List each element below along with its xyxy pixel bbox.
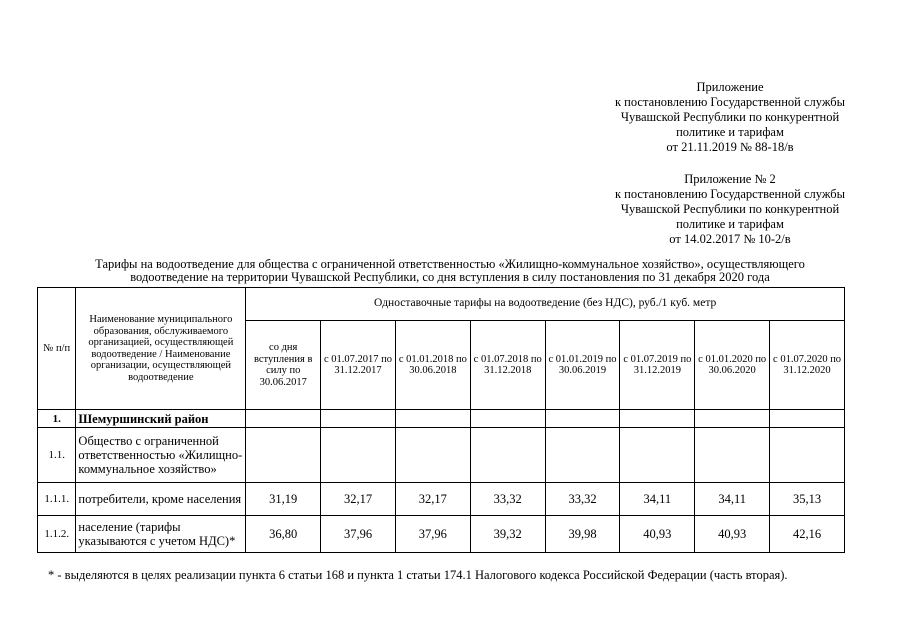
tariff-value xyxy=(246,410,321,428)
tariff-value: 32,17 xyxy=(321,483,396,516)
tariff-value: 33,32 xyxy=(545,483,620,516)
row-name: население (тарифы указываются с учетом НДС)* xyxy=(76,516,246,553)
tariff-value xyxy=(770,410,845,428)
tariff-value xyxy=(470,410,545,428)
row-name: потребители, кроме населения xyxy=(76,483,246,516)
header-period: с 01.07.2018 по 31.12.2018 xyxy=(470,321,545,410)
tariff-value: 34,11 xyxy=(620,483,695,516)
header-period: с 01.07.2020 по 31.12.2020 xyxy=(770,321,845,410)
tariff-value: 36,80 xyxy=(246,516,321,553)
header-num: № п/п xyxy=(38,288,76,410)
header-period: с 01.07.2019 по 31.12.2019 xyxy=(620,321,695,410)
document-title xyxy=(40,258,860,284)
tariff-value: 42,16 xyxy=(770,516,845,553)
tariff-value xyxy=(620,410,695,428)
tariff-value xyxy=(695,428,770,483)
header-period: со дня вступления в силу по 30.06.2017 xyxy=(246,321,321,410)
row-number: 1.1. xyxy=(38,428,76,483)
header-period: с 01.07.2017 по 31.12.2017 xyxy=(321,321,396,410)
tariff-value: 31,19 xyxy=(246,483,321,516)
tariff-value xyxy=(545,428,620,483)
tariff-value: 40,93 xyxy=(620,516,695,553)
tariff-value: 39,98 xyxy=(545,516,620,553)
tariff-value xyxy=(395,428,470,483)
appendix-2-line: Приложение № 2 xyxy=(684,172,776,186)
appendix-2-header xyxy=(565,172,895,247)
row-number: 1. xyxy=(38,410,76,428)
tariff-value: 37,96 xyxy=(321,516,396,553)
table-body xyxy=(38,410,845,553)
appendix-1-line: Приложение xyxy=(696,80,764,94)
header-period: с 01.01.2019 по 30.06.2019 xyxy=(545,321,620,410)
tariff-value: 35,13 xyxy=(770,483,845,516)
tariff-value: 37,96 xyxy=(395,516,470,553)
tariff-value xyxy=(321,410,396,428)
tariff-value: 34,11 xyxy=(695,483,770,516)
appendix-1-line: политике и тарифам xyxy=(676,125,784,139)
tariff-table xyxy=(37,287,845,553)
appendix-1-line: к постановлению Государственной службы xyxy=(614,95,846,109)
tariff-value xyxy=(695,410,770,428)
appendix-1-line: Чувашской Республики по конкурентной xyxy=(620,110,840,124)
header-name: Наименование муниципального образования, обслуживаемого организацией, осуществляющей водоотведение / Наименование организации, осуществляющей водоотведение xyxy=(76,288,246,410)
row-name: Общество с ограниченной ответственностью «Жилищно-коммунальное хозяйство» xyxy=(76,428,246,483)
appendix-2-line: от 14.02.2017 № 10-2/в xyxy=(669,232,791,246)
footnote: * - выделяются в целях реализации пункта 6 статьи 168 и пункта 1 статьи 174.1 Налогового кодекса Российской Федерации (часть вторая). xyxy=(48,568,788,582)
title-line-2: водоотведение на территории Чувашской Республики, со дня вступления в силу постановления по 31 декабря 2020 года xyxy=(130,270,770,284)
tariff-value xyxy=(395,410,470,428)
row-name: Шемуршинский район xyxy=(76,410,246,428)
tariff-value xyxy=(321,428,396,483)
appendix-2-line: Чувашской Республики по конкурентной xyxy=(620,202,840,216)
row-number: 1.1.2. xyxy=(38,516,76,553)
tariff-value: 32,17 xyxy=(395,483,470,516)
table-row xyxy=(38,428,845,483)
tariff-value xyxy=(470,428,545,483)
appendix-2-line: политике и тарифам xyxy=(676,217,784,231)
header-period: с 01.01.2018 по 30.06.2018 xyxy=(395,321,470,410)
tariff-value xyxy=(770,428,845,483)
appendix-1-line: от 21.11.2019 № 88-18/в xyxy=(666,140,794,154)
tariff-value xyxy=(620,428,695,483)
table-row xyxy=(38,410,845,428)
tariff-value xyxy=(545,410,620,428)
header-period: с 01.01.2020 по 30.06.2020 xyxy=(695,321,770,410)
tariff-value xyxy=(246,428,321,483)
title-line-1: Тарифы на водоотведение для общества с ограниченной ответственностью «Жилищно-коммунальное хозяйство», осуществляющего xyxy=(95,257,805,271)
appendix-2-line: к постановлению Государственной службы xyxy=(614,187,846,201)
tariff-value: 39,32 xyxy=(470,516,545,553)
tariff-value: 33,32 xyxy=(470,483,545,516)
appendix-1-header xyxy=(565,80,895,155)
header-tariff-group: Одноставочные тарифы на водоотведение (без НДС), руб./1 куб. метр xyxy=(246,288,845,321)
table-row xyxy=(38,516,845,553)
tariff-value: 40,93 xyxy=(695,516,770,553)
table-row xyxy=(38,483,845,516)
row-number: 1.1.1. xyxy=(38,483,76,516)
